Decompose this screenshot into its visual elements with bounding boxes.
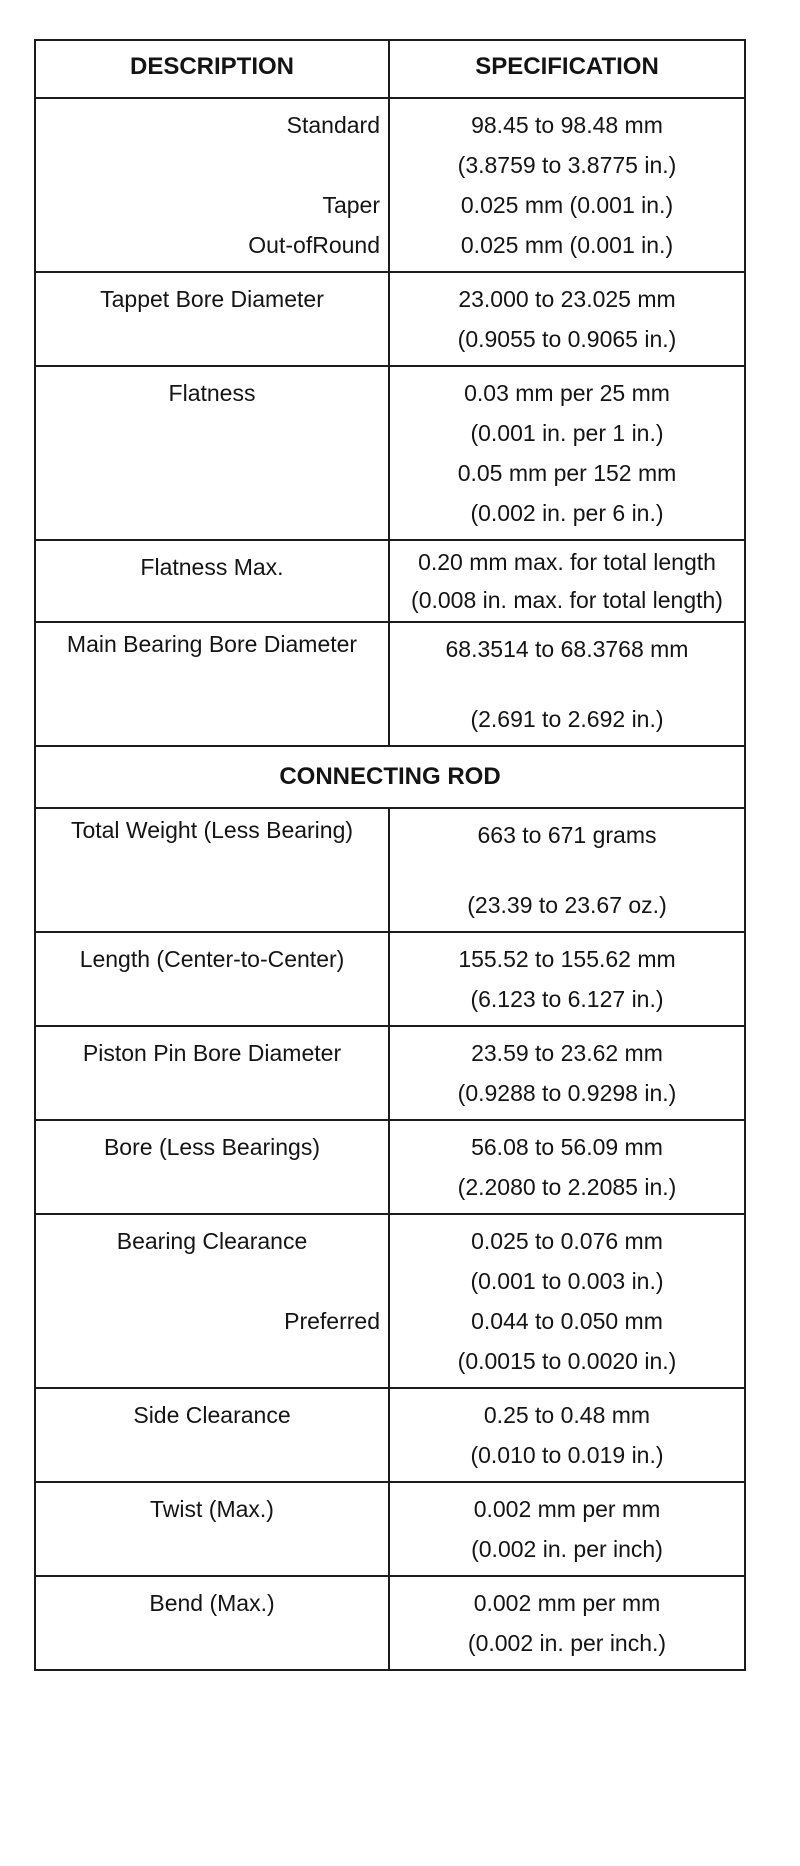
side-clearance-in: (0.010 to 0.019 in.) bbox=[470, 1442, 664, 1468]
flatness-max-value-2: (0.008 in. max. for total length) bbox=[411, 587, 723, 613]
bore-diameter-spec-cell bbox=[389, 98, 745, 272]
preferred-mm: 0.044 to 0.050 mm bbox=[471, 1308, 663, 1334]
main-bearing-row bbox=[35, 622, 745, 746]
twist-desc-cell bbox=[35, 1482, 389, 1576]
flatness-desc-cell bbox=[35, 366, 389, 540]
tappet-row bbox=[35, 272, 745, 366]
length-in: (6.123 to 6.127 in.) bbox=[470, 986, 664, 1012]
connecting-rod-title-row bbox=[35, 746, 745, 808]
length-label: Length (Center-to-Center) bbox=[79, 946, 345, 972]
bend-spec-cell bbox=[389, 1576, 745, 1670]
flatness-value-3: 0.05 mm per 152 mm bbox=[457, 460, 677, 486]
main-bearing-label: Main Bearing Bore Diameter bbox=[66, 631, 358, 657]
taper-label: Taper bbox=[322, 192, 380, 218]
main-bearing-desc-cell bbox=[35, 622, 389, 746]
rod-bore-label: Bore (Less Bearings) bbox=[103, 1134, 321, 1160]
side-clearance-row bbox=[35, 1388, 745, 1482]
bearing-clearance-row bbox=[35, 1214, 745, 1388]
spec-table bbox=[34, 39, 746, 1671]
main-bearing-in: (2.691 to 2.692 in.) bbox=[470, 706, 664, 732]
standard-label: Standard bbox=[286, 112, 380, 138]
rod-bore-in: (2.2080 to 2.2085 in.) bbox=[457, 1174, 677, 1200]
flatness-max-desc-cell bbox=[35, 540, 389, 622]
tappet-spec-cell bbox=[389, 272, 745, 366]
length-mm: 155.52 to 155.62 mm bbox=[458, 946, 676, 972]
bearing-clearance-desc-cell bbox=[35, 1214, 389, 1388]
side-clearance-mm: 0.25 to 0.48 mm bbox=[483, 1402, 651, 1428]
out-of-round-value: 0.025 mm (0.001 in.) bbox=[460, 232, 674, 258]
preferred-label: Preferred bbox=[284, 1308, 380, 1334]
standard-mm: 98.45 to 98.48 mm bbox=[471, 112, 663, 138]
twist-label: Twist (Max.) bbox=[150, 1496, 274, 1522]
weight-spec-cell bbox=[389, 808, 745, 932]
weight-g: 663 to 671 grams bbox=[477, 822, 657, 848]
bearing-clearance-label: Bearing Clearance bbox=[116, 1228, 308, 1254]
description-header: DESCRIPTION bbox=[35, 40, 389, 98]
weight-label: Total Weight (Less Bearing) bbox=[70, 817, 354, 843]
flatness-max-row bbox=[35, 540, 745, 622]
pin-bore-mm: 23.59 to 23.62 mm bbox=[471, 1040, 663, 1066]
flatness-row bbox=[35, 366, 745, 540]
bend-label: Bend (Max.) bbox=[149, 1590, 275, 1616]
pin-bore-label: Piston Pin Bore Diameter bbox=[82, 1040, 342, 1066]
length-spec-cell bbox=[389, 932, 745, 1026]
length-desc-cell bbox=[35, 932, 389, 1026]
flatness-value-2: (0.001 in. per 1 in.) bbox=[470, 420, 664, 446]
rod-bore-desc-cell bbox=[35, 1120, 389, 1214]
flatness-spec-cell bbox=[389, 366, 745, 540]
rod-bore-row bbox=[35, 1120, 745, 1214]
bend-mm: 0.002 mm per mm bbox=[473, 1590, 661, 1616]
main-bearing-spec-cell bbox=[389, 622, 745, 746]
preferred-in: (0.0015 to 0.0020 in.) bbox=[457, 1348, 677, 1374]
flatness-value-1: 0.03 mm per 25 mm bbox=[464, 380, 670, 406]
tappet-label: Tappet Bore Diameter bbox=[100, 286, 324, 312]
main-bearing-mm: 68.3514 to 68.3768 mm bbox=[445, 636, 689, 662]
side-clearance-spec-cell bbox=[389, 1388, 745, 1482]
bearing-clearance-spec-cell bbox=[389, 1214, 745, 1388]
weight-row bbox=[35, 808, 745, 932]
flatness-label: Flatness bbox=[168, 380, 256, 406]
out-of-round-label: Out-ofRound bbox=[248, 232, 380, 258]
bearing-clearance-mm: 0.025 to 0.076 mm bbox=[471, 1228, 663, 1254]
bend-row bbox=[35, 1576, 745, 1670]
side-clearance-label: Side Clearance bbox=[133, 1402, 291, 1428]
taper-value: 0.025 mm (0.001 in.) bbox=[460, 192, 674, 218]
weight-desc-cell bbox=[35, 808, 389, 932]
rod-bore-mm: 56.08 to 56.09 mm bbox=[471, 1134, 663, 1160]
side-clearance-desc-cell bbox=[35, 1388, 389, 1482]
flatness-max-spec-cell bbox=[389, 540, 745, 622]
tappet-in: (0.9055 to 0.9065 in.) bbox=[457, 326, 677, 352]
pin-bore-in: (0.9288 to 0.9298 in.) bbox=[457, 1080, 677, 1106]
bend-in: (0.002 in. per inch.) bbox=[467, 1630, 667, 1656]
bore-diameter-desc-cell bbox=[35, 98, 389, 272]
pin-bore-row bbox=[35, 1026, 745, 1120]
twist-row bbox=[35, 1482, 745, 1576]
flatness-value-4: (0.002 in. per 6 in.) bbox=[470, 500, 664, 526]
standard-in: (3.8759 to 3.8775 in.) bbox=[457, 152, 677, 178]
specification-header: SPECIFICATION bbox=[389, 40, 745, 98]
connecting-rod-title: CONNECTING ROD bbox=[35, 746, 745, 808]
bore-diameter-row bbox=[35, 98, 745, 272]
bend-desc-cell bbox=[35, 1576, 389, 1670]
length-row bbox=[35, 932, 745, 1026]
pin-bore-desc-cell bbox=[35, 1026, 389, 1120]
bearing-clearance-in: (0.001 to 0.003 in.) bbox=[470, 1268, 664, 1294]
twist-mm: 0.002 mm per mm bbox=[473, 1496, 661, 1522]
weight-oz: (23.39 to 23.67 oz.) bbox=[467, 892, 667, 918]
twist-in: (0.002 in. per inch) bbox=[471, 1536, 663, 1562]
flatness-max-value-1: 0.20 mm max. for total length bbox=[418, 549, 716, 575]
tappet-desc-cell bbox=[35, 272, 389, 366]
rod-bore-spec-cell bbox=[389, 1120, 745, 1214]
twist-spec-cell bbox=[389, 1482, 745, 1576]
pin-bore-spec-cell bbox=[389, 1026, 745, 1120]
flatness-max-label: Flatness Max. bbox=[140, 554, 284, 580]
tappet-mm: 23.000 to 23.025 mm bbox=[458, 286, 676, 312]
header-row bbox=[35, 40, 745, 98]
